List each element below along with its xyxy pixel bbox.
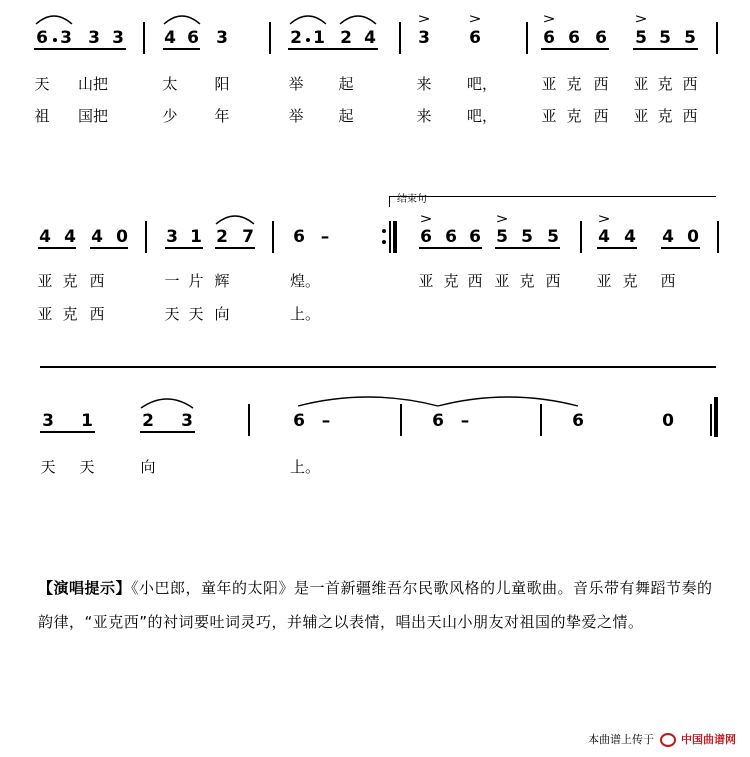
repeat-dot — [382, 229, 386, 233]
note: 6 — [187, 28, 199, 48]
note: 4 — [662, 227, 674, 247]
lyric: 一 — [164, 272, 180, 290]
lyric: 年 — [214, 107, 230, 125]
note: 5 — [496, 227, 508, 247]
bar-line — [540, 404, 542, 436]
repeat-bar-line — [389, 221, 391, 253]
note: 0 — [662, 411, 674, 431]
note: 2 — [290, 28, 302, 48]
accent-mark: > — [468, 12, 482, 27]
note: 3 — [181, 411, 193, 431]
lyric: 天 — [164, 305, 180, 323]
note: 3 — [418, 28, 430, 48]
lyric: 太 — [162, 75, 178, 93]
lyric: 西 — [89, 272, 105, 290]
note: 4 — [624, 227, 636, 247]
note: – — [320, 227, 330, 247]
note: 5 — [684, 28, 696, 48]
accent-mark: > — [417, 12, 431, 27]
lyric: 西 — [682, 75, 698, 93]
lyric: 西 — [545, 272, 561, 290]
note: 6 — [293, 227, 305, 247]
note: 5 — [659, 28, 671, 48]
beam-underline — [38, 247, 76, 249]
note: 3 — [42, 411, 54, 431]
lyric: 天 — [188, 305, 204, 323]
note: 4 — [598, 227, 610, 247]
lyric: 克 — [62, 305, 78, 323]
lyric: 克 — [566, 107, 582, 125]
note: 4 — [164, 28, 176, 48]
footer-text: 本曲谱上传于 — [588, 733, 654, 746]
slur-marks — [0, 380, 750, 420]
lyric: 亚 — [541, 75, 557, 93]
lyric: 上。 — [289, 458, 321, 476]
lyric: 国把 — [77, 107, 109, 125]
note: – — [460, 411, 470, 431]
note: 5 — [521, 227, 533, 247]
lyric: 起 — [338, 75, 354, 93]
lyric: 西 — [593, 75, 609, 93]
lyric: 亚 — [633, 75, 649, 93]
lyric: 辉 — [214, 272, 230, 290]
lyric: 片 — [188, 272, 204, 290]
beam-underline — [597, 247, 637, 249]
lyric: 吧， — [466, 107, 498, 125]
lyric: 亚 — [418, 272, 434, 290]
note: 6 — [469, 28, 481, 48]
lyric: 举 — [288, 75, 304, 93]
note: 5 — [635, 28, 647, 48]
note: 0 — [687, 227, 699, 247]
singing-tip-text: 《小巴郎，童年的太阳》是一首新疆维吾尔民歌风格的儿童歌曲。音乐带有舞蹈节奏的韵律，“亚克西”的衬词要吐词灵巧，并辅之以表情，唱出天山小朋友对祖国的挚爱之情。 — [38, 579, 713, 631]
lyric: 来 — [416, 75, 432, 93]
note: 2 — [340, 28, 352, 48]
bar-line — [717, 221, 719, 253]
note: 1 — [313, 28, 325, 48]
note: 4 — [91, 227, 103, 247]
beam-underline — [419, 247, 482, 249]
beam-underline — [40, 431, 95, 433]
lyric: 煌。 — [289, 272, 321, 290]
lyric: 西 — [467, 272, 483, 290]
lyric: 亚 — [541, 107, 557, 125]
ending-label: 结束句 — [397, 194, 427, 205]
note: 0 — [116, 227, 128, 247]
note: 6 — [568, 28, 580, 48]
accent-mark: > — [597, 212, 611, 227]
note: 4 — [39, 227, 51, 247]
final-bar-line — [714, 397, 718, 437]
beam-underline — [90, 247, 128, 249]
lyric: 克 — [566, 75, 582, 93]
lyric: 亚 — [633, 107, 649, 125]
site-logo-icon — [660, 733, 676, 747]
lyric: 阳 — [214, 75, 230, 93]
note: 7 — [242, 227, 254, 247]
note: 2 — [142, 411, 154, 431]
lyric: 天 — [79, 458, 95, 476]
lyric: 向 — [214, 305, 230, 323]
lyric: 西 — [89, 305, 105, 323]
note: 3 — [166, 227, 178, 247]
lyric: 克 — [657, 107, 673, 125]
lyric: 向 — [140, 458, 156, 476]
final-bar-line — [710, 404, 712, 436]
beam-underline — [661, 247, 700, 249]
lyric: 吧， — [466, 75, 498, 93]
beam-underline — [495, 247, 560, 249]
lyric: 举 — [288, 107, 304, 125]
lyric: 克 — [62, 272, 78, 290]
beam-underline — [140, 431, 195, 433]
note: 6 — [572, 411, 584, 431]
note: 3 — [60, 28, 72, 48]
lyric: 亚 — [596, 272, 612, 290]
note: 1 — [81, 411, 93, 431]
note: 4 — [364, 28, 376, 48]
lyric: 祖 — [34, 107, 50, 125]
bar-line — [248, 404, 250, 436]
lyric: 上。 — [289, 305, 321, 323]
note: 5 — [547, 227, 559, 247]
lyric: 克 — [443, 272, 459, 290]
lyric: 亚 — [37, 305, 53, 323]
lyric: 西 — [593, 107, 609, 125]
note: 4 — [64, 227, 76, 247]
note: 6 — [420, 227, 432, 247]
lyric: 起 — [338, 107, 354, 125]
accent-mark: > — [634, 12, 648, 27]
lyric: 西 — [660, 272, 676, 290]
note: 1 — [190, 227, 202, 247]
lyric: 西 — [682, 107, 698, 125]
lyric: 天 — [34, 75, 50, 93]
note: 6 — [469, 227, 481, 247]
singing-tip — [38, 571, 714, 639]
note: 6 — [543, 28, 555, 48]
beam-underline — [215, 247, 255, 249]
lyric: 来 — [416, 107, 432, 125]
bar-line — [400, 404, 402, 436]
lyric: 山把 — [77, 75, 109, 93]
accent-mark: > — [419, 212, 433, 227]
note: 3 — [112, 28, 124, 48]
bar-line — [580, 221, 582, 253]
lyric: 克 — [519, 272, 535, 290]
note: 6 — [293, 411, 305, 431]
note: 6 — [445, 227, 457, 247]
lyric: 少 — [162, 107, 178, 125]
footer-brand[interactable]: 中国曲谱网 — [681, 733, 736, 746]
note: 3 — [88, 28, 100, 48]
bar-line — [272, 221, 274, 253]
slur-marks — [0, 200, 750, 240]
accent-mark: > — [495, 212, 509, 227]
beam-underline — [165, 247, 203, 249]
lyric: 天 — [40, 458, 56, 476]
note: 2 — [216, 227, 228, 247]
accent-mark: > — [542, 12, 556, 27]
note: 3 — [216, 28, 228, 48]
system-bracket-line — [40, 366, 716, 368]
slur-marks — [0, 0, 750, 60]
repeat-bar-line — [393, 221, 397, 253]
note: 6 — [36, 28, 48, 48]
singing-tip-label: 【演唱提示】 — [38, 579, 132, 597]
lyric: 亚 — [494, 272, 510, 290]
repeat-dot — [382, 240, 386, 244]
note: – — [321, 411, 331, 431]
lyric: 克 — [622, 272, 638, 290]
note: 6 — [595, 28, 607, 48]
bar-line — [145, 221, 147, 253]
lyric: 亚 — [37, 272, 53, 290]
note: 6 — [432, 411, 444, 431]
lyric: 克 — [657, 75, 673, 93]
footer — [588, 731, 736, 747]
